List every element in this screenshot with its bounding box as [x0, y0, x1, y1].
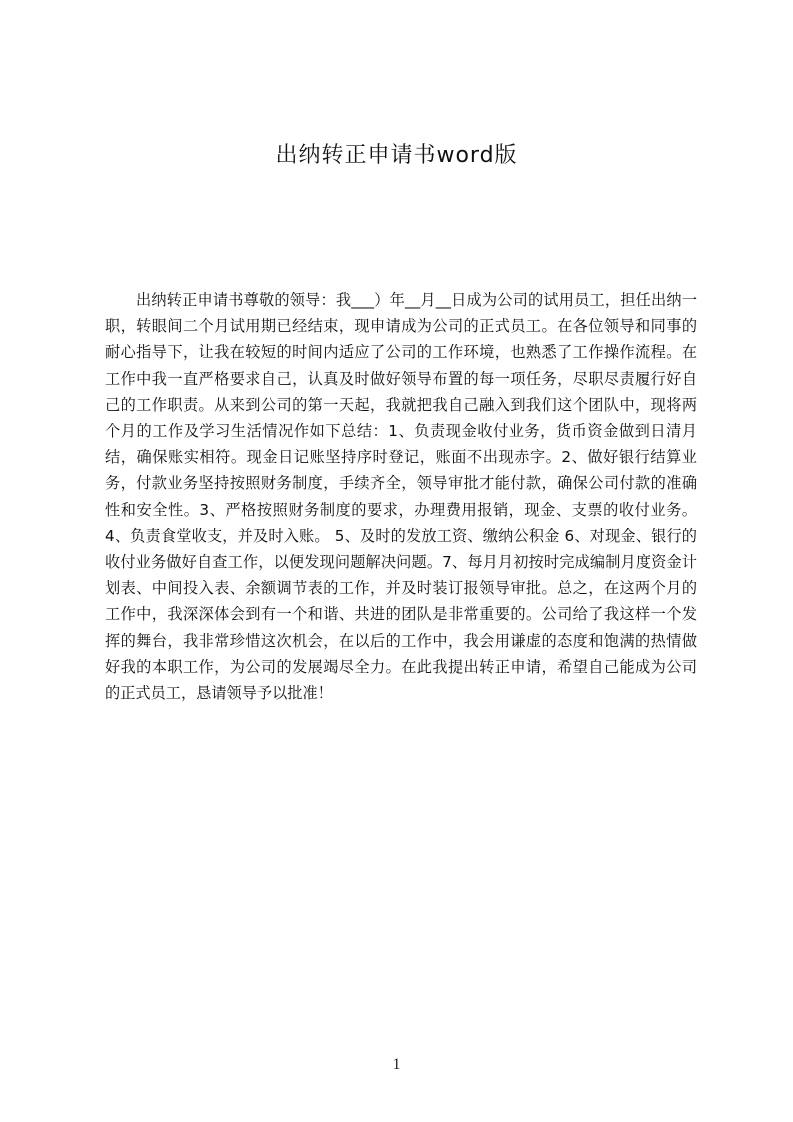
page-number: 1	[392, 1056, 401, 1073]
document-title: 出纳转正申请书word版	[275, 143, 518, 168]
body-paragraph: 出纳转正申请书尊敬的领导：我___）年__月__日成为公司的试用员工，担任出纳一职，转眼间二个月试用期已经结束，现申请成为公司的正式员工。在各位领导和同事的耐心指导下，让我在较短的时间内适应了公司的工作环境，也熟悉了工作操作流程。在工作中我一直严格要求自己，认真及时做好领导布置的每一项任务，尽职尽责履行好自己的工作职责。从来到公司的第一天起，我就把我自己融入到我们这个团队中，现将两个月的工作及学习生活情况作如下总结：1、负责现金收付业务，货币资金做到日清月结，确保账实相符。现金日记账坚持序时登记，账面不出现赤字。2、做好银行结算业务，付款业务坚持按照财务制度，手续齐全，领导审批才能付款，确保公司付款的准确性和安全性。3、严格按照财务制度的要求，办理费用报销，现金、支票的收付业务。4、负责食堂收支，并及时入账。 5、及时的发放工资、缴纳公积金 6、对现金、银行的收付业务做好自查工作，以便发现问题解决问题。7、每月月初按时完成编制月度资金计划表、中间投入表、余额调节表的工作，并及时装订报领导审批。总之，在这两个月的工作中，我深深体会到有一个和谐、共进的团队是非常重要的。公司给了我这样一个发挥的舞台，我非常珍惜这次机会，在以后的工作中，我会用谦虚的态度和饱满的热情做好我的本职工作，为公司的发展竭尽全力。在此我提出转正申请，希望自己能成为公司的正式员工，恳请领导予以批准！	[105, 291, 697, 703]
